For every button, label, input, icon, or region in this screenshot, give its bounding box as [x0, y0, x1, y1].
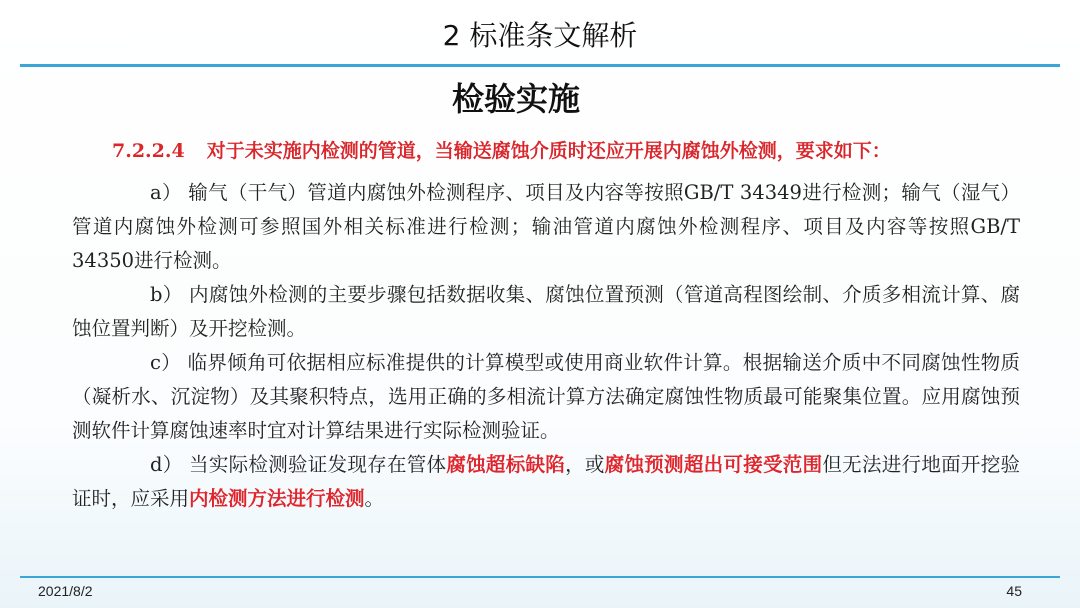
clause-body — [72, 176, 1020, 516]
clause-heading — [112, 136, 1042, 163]
item-d — [72, 448, 1020, 516]
item-d-text-1: d） 当实际检测验证发现存在管体 — [150, 453, 447, 476]
item-d-text-4: 。 — [364, 487, 385, 510]
section-heading: 检验实施 — [451, 80, 580, 118]
item-c: c） 临界倾角可依据相应标准提供的计算模型或使用商业软件计算。根据输送介质中不同腐蚀性物质（凝析水、沉淀物）及其聚积特点，选用正确的多相流计算方法确定腐蚀性物质最可能聚集位置。应用腐蚀预测软件计算腐蚀速率时宜对计算结果进行实际检测验证。 — [72, 351, 1020, 442]
clause-number: 7.2.2.4 — [112, 140, 185, 162]
footer-date: 2021/8/2 — [38, 583, 93, 599]
page-number: 45 — [1006, 583, 1022, 599]
footer-divider — [20, 576, 1060, 578]
item-b: b） 内腐蚀外检测的主要步骤包括数据收集、腐蚀位置预测（管道高程图绘制、介质多相流计算、腐蚀位置判断）及开挖检测。 — [72, 283, 1020, 340]
item-a: a） 输气（干气）管道内腐蚀外检测程序、项目及内容等按照GB/T 34349进行检测；输气（湿气）管道内腐蚀外检测可参照国外相关标准进行检测；输油管道内腐蚀外检测程序、项目及内容等按照GB/T 34350进行检测。 — [72, 181, 1020, 272]
header-divider — [20, 64, 1060, 67]
item-d-emphasis-1: 腐蚀超标缺陷 — [446, 453, 566, 476]
item-d-text-3: 但无法进行地面开挖验证时，应采用 — [72, 453, 1020, 510]
item-d-text-2: ，或 — [565, 453, 605, 476]
item-d-emphasis-2: 腐蚀预测超出可接受范围 — [604, 453, 823, 476]
clause-text: 对于未实施内检测的管道，当输送腐蚀介质时还应开展内腐蚀外检测，要求如下： — [206, 140, 891, 162]
slide-title: 2 标准条文解析 — [442, 19, 638, 52]
item-d-emphasis-3: 内检测方法进行检测 — [189, 487, 365, 510]
